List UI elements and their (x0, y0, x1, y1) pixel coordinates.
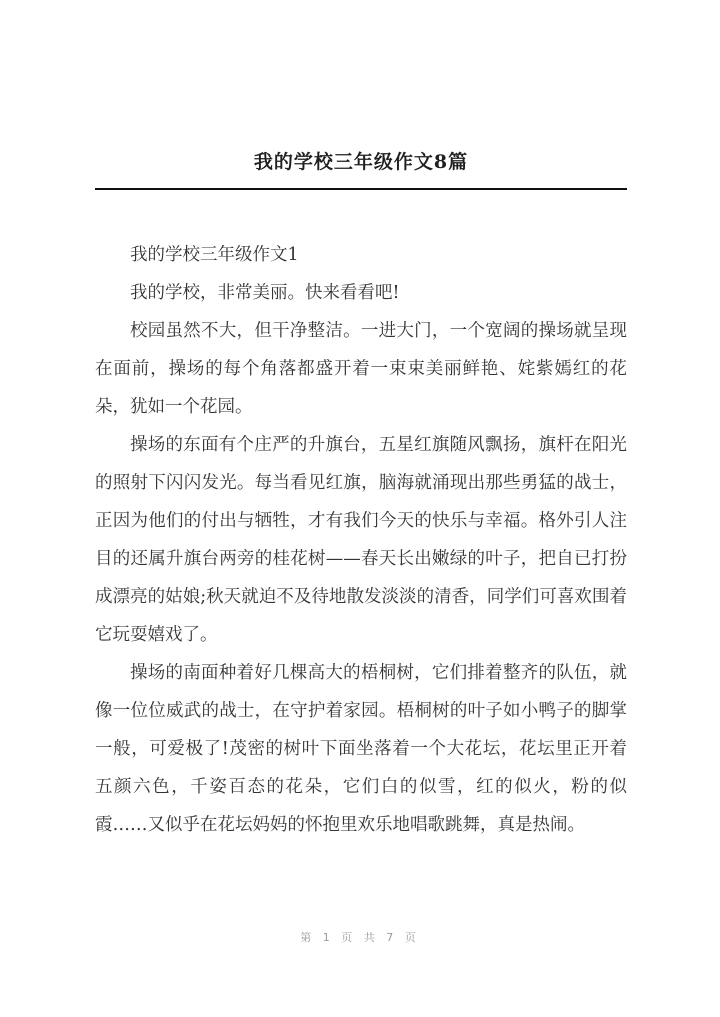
document-content (0, 150, 720, 844)
paragraph: 我的学校，非常美丽。快来看看吧! (130, 283, 400, 303)
paragraph: 操场的东面有个庄严的升旗台，五星红旗随风飘扬，旗杆在阳光的照射下闪闪发光。每当看见红旗，脑海就涌现出那些勇猛的战士，正因为他们的付出与牺牲，才有我们今天的快乐与幸福。格外引人注目的还属升旗台两旁的桂花树——春天长出嫩绿的叶子，把自已打扮成漂亮的姑娘;秋天就迫不及待地散发淡淡的清香，同学们可喜欢围着它玩耍嬉戏了。 (95, 435, 627, 645)
title-divider (95, 188, 627, 190)
paragraph: 校园虽然不大，但干净整洁。一进大门，一个宽阔的操场就呈现在面前，操场的每个角落都盛开着一束束美丽鲜艳、姹紫嫣红的花朵，犹如一个花园。 (95, 321, 627, 417)
essay-body (95, 236, 627, 844)
page-number-footer: 第 1 页 共 7 页 (300, 931, 420, 944)
page-title: 我的学校三年级作文8篇 (253, 151, 469, 173)
paragraph-heading: 我的学校三年级作文1 (130, 245, 299, 265)
paragraph: 操场的南面种着好几棵高大的梧桐树，它们排着整齐的队伍，就像一位位威武的战士，在守护着家园。梧桐树的叶子如小鸭子的脚掌一般，可爱极了!茂密的树叶下面坐落着一个大花坛，花坛里正开着五颜六色，千姿百态的花朵，它们白的似雪，红的似火，粉的似霞……又似乎在花坛妈妈的怀抱里欢乐地唱歌跳舞，真是热闹。 (95, 663, 627, 835)
